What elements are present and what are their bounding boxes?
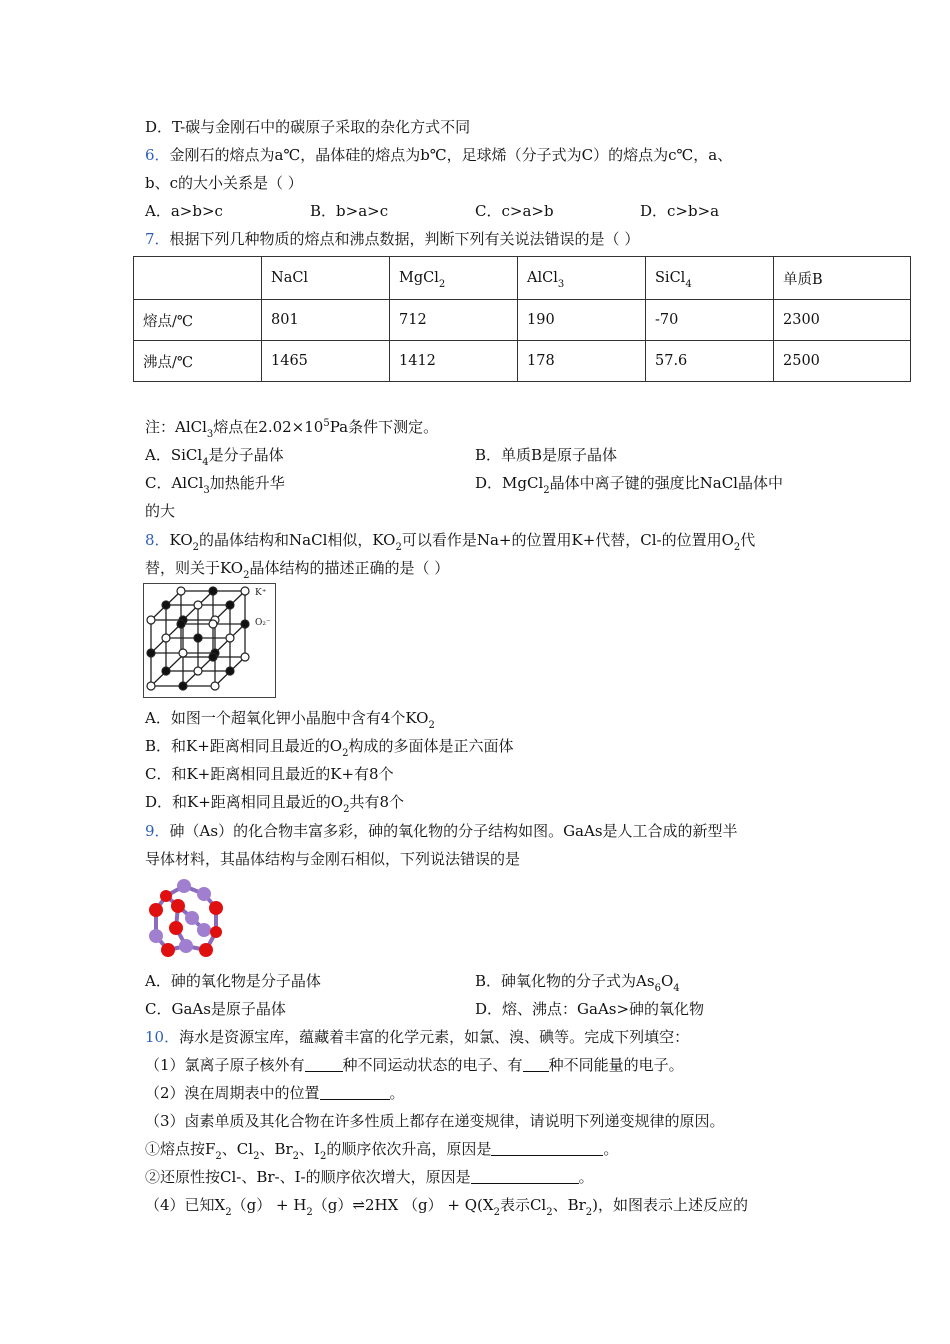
table-cell: 2500 (774, 341, 911, 382)
part-text: 、Cl (221, 1140, 254, 1158)
q9-option-b (475, 971, 680, 994)
table-cell: 1412 (390, 341, 518, 382)
q6-number: 6． (145, 146, 170, 164)
part-text: ①熔点按F (145, 1140, 216, 1158)
answer-blank[interactable] (471, 1169, 579, 1184)
opt-part: 是分子晶体 (208, 446, 284, 464)
part-text: （2）溴在周期表中的位置 (145, 1084, 320, 1102)
table-cell: -70 (646, 300, 774, 341)
stem-sub: 2 (192, 542, 200, 553)
part-text: 的顺序依次升高，原因是 (326, 1140, 492, 1158)
part-text: 、Br (259, 1140, 293, 1158)
header-sub: 4 (685, 279, 692, 290)
q10-part2 (145, 1083, 405, 1103)
table-cell: 沸点/℃ (134, 341, 262, 382)
q9-option-a: A．砷的氧化物是分子晶体 (145, 972, 321, 990)
opt-part: D．和K+距离相同且最近的O (145, 793, 344, 811)
opt-part: 晶体中离子键的强度比NaCl晶体中 (549, 474, 783, 492)
sub: 2 (585, 1207, 593, 1218)
sub: 2 (215, 1151, 222, 1162)
opt-sub: 6 (654, 983, 661, 994)
arsenic-oxide-molecule-figure (146, 878, 230, 962)
table-row (134, 300, 911, 341)
q9-number: 9． (145, 822, 170, 840)
table-header-cell (390, 257, 518, 300)
q6-stem-line2: b、c的大小关系是（ ） (145, 174, 303, 192)
answer-blank[interactable] (523, 1057, 549, 1072)
q5-option-d: D．T-碳与金刚石中的碳原子采取的杂化方式不同 (145, 118, 471, 136)
header-sub: 2 (438, 279, 446, 290)
opt-part: D．MgCl (475, 474, 544, 492)
sub: 2 (253, 1151, 260, 1162)
sub: 2 (493, 1207, 500, 1218)
table-cell: 178 (518, 341, 646, 382)
q7-option-d (475, 473, 783, 496)
answer-blank[interactable] (491, 1141, 603, 1156)
part-text: 表示Cl (499, 1196, 547, 1214)
q9-option-d: D．熔、沸点：GaAs>砷的氧化物 (475, 1000, 705, 1018)
part-text: )，如图表示上述反应的 (592, 1196, 749, 1214)
stem-sub: 2 (733, 542, 741, 553)
q8-number: 8． (145, 531, 170, 549)
q7-property-table (133, 256, 911, 382)
opt-sub: 4 (673, 983, 680, 994)
opt-part: B．砷氧化物的分子式为As (475, 972, 655, 990)
q7-stem (145, 229, 639, 249)
q8-stem-line2 (145, 558, 450, 581)
opt-part: 加热能升华 (209, 474, 285, 492)
q9-text1: 砷（As）的化合物丰富多彩，砷的氧化物的分子结构如图。GaAs是人工合成的新型半 (169, 822, 738, 840)
stem-part: 代 (740, 531, 756, 549)
opt-part: C．AlCl (145, 474, 204, 492)
note-sup: 5 (323, 418, 330, 429)
molecule-diagram (146, 878, 230, 962)
q9-stem-line1 (145, 821, 738, 841)
q10-part3-item1 (145, 1139, 619, 1162)
q7-note (145, 417, 439, 440)
q10-number: 10． (145, 1028, 180, 1046)
sub: 2 (546, 1207, 553, 1218)
note-part: Pa条件下测定。 (329, 418, 439, 436)
note-part: 注：AlCl (145, 418, 207, 436)
table-cell: 801 (262, 300, 390, 341)
table-cell: 190 (518, 300, 646, 341)
stem-part: 可以看作是Na+的位置用K+代替，Cl-的位置用O (401, 531, 734, 549)
legend-k-label: K⁺ (255, 588, 267, 598)
part-text: 种不同能量的电子。 (548, 1056, 684, 1074)
q8-option-b (145, 736, 514, 759)
part-text: 。 (603, 1140, 619, 1158)
sub: 2 (225, 1207, 232, 1218)
table-cell: 712 (390, 300, 518, 341)
opt-sub: 2 (428, 720, 435, 731)
opt-part: A．SiCl (145, 446, 203, 464)
sub: 2 (292, 1151, 300, 1162)
stem-part: 的晶体结构和NaCl相似，KO (199, 531, 396, 549)
q8-option-a (145, 708, 435, 731)
header-sub: 3 (557, 279, 565, 290)
ko2-crystal-figure (143, 583, 276, 698)
q10-part1 (145, 1055, 684, 1075)
opt-sub: 3 (203, 485, 210, 496)
q10-part4 (145, 1195, 749, 1218)
sub: 2 (319, 1151, 327, 1162)
q8-stem-line1 (145, 530, 756, 553)
table-header-cell: 单质B (774, 257, 911, 300)
table-cell: 57.6 (646, 341, 774, 382)
part-text: 、I (299, 1140, 320, 1158)
q7-option-a (145, 445, 284, 468)
q6-stem-line1 (145, 145, 732, 165)
part-text: 种不同运动状态的电子、有 (342, 1056, 523, 1074)
q7-option-d-continued: 的大 (145, 502, 176, 520)
part-text: ②还原性按Cl-、Br-、I-的顺序依次增大，原因是 (145, 1168, 471, 1186)
opt-sub: 2 (343, 804, 350, 815)
table-row (134, 341, 911, 382)
opt-sub: 4 (202, 457, 209, 468)
opt-part: 构成的多面体是正六面体 (348, 737, 514, 755)
part-text: （g） + H (231, 1196, 307, 1214)
table-header-cell (646, 257, 774, 300)
ko2-cell-diagram (143, 583, 276, 698)
table-cell: 1465 (262, 341, 390, 382)
q7-option-b: B．单质B是原子晶体 (475, 446, 618, 464)
q6-option-a: A．a>b>c (145, 202, 223, 220)
note-sub: 3 (206, 429, 214, 440)
table-header-cell (518, 257, 646, 300)
stem-part: 晶体结构的描述正确的是（ ） (249, 559, 450, 577)
header-sicl: SiCl (655, 270, 686, 286)
q8-option-c: C．和K+距离相同且最近的K+有8个 (145, 765, 394, 783)
q10-stem (145, 1027, 689, 1047)
opt-part: A．如图一个超氧化钾小晶胞中含有4个KO (145, 709, 429, 727)
q10-part3-item2 (145, 1167, 594, 1187)
q6-option-b: B．b>a>c (310, 202, 389, 220)
q6-text1: 金刚石的熔点为a℃，晶体硅的熔点为b℃，足球烯（分子式为C）的熔点为c℃，a、 (169, 146, 733, 164)
q10-part3: （3）卤素单质及其化合物在许多性质上都存在递变规律，请说明下列递变规律的原因。 (145, 1112, 725, 1130)
q8-option-d (145, 792, 405, 815)
q7-text: 根据下列几种物质的熔点和沸点数据，判断下列有关说法错误的是（ ） (169, 230, 640, 248)
part-text: （1）氯离子原子核外有 (145, 1056, 305, 1074)
header-mgcl: MgCl (399, 270, 439, 286)
q7-option-c (145, 473, 285, 496)
q7-number: 7． (145, 230, 170, 248)
table-header-row (134, 257, 911, 300)
q9-option-c: C．GaAs是原子晶体 (145, 1000, 286, 1018)
stem-sub: 2 (395, 542, 402, 553)
q6-option-d: D．c>b>a (640, 202, 720, 220)
stem-part: KO (169, 531, 193, 549)
opt-part: B．和K+距离相同且最近的O (145, 737, 343, 755)
part-text: 。 (578, 1168, 594, 1186)
table-header-cell: NaCl (262, 257, 390, 300)
part-text: （g）⇌2HX （g） + Q(X (312, 1196, 494, 1214)
q10-text: 海水是资源宝库，蕴藏着丰富的化学元素，如氯、溴、碘等。完成下列填空： (179, 1028, 690, 1046)
opt-part: O (660, 972, 674, 990)
q9-stem-line2: 导体材料，其晶体结构与金刚石相似，下列说法错误的是 (145, 850, 521, 868)
q6-option-c: C．c>a>b (475, 202, 554, 220)
stem-part: 替，则关于KO (145, 559, 244, 577)
answer-blank[interactable] (305, 1057, 343, 1072)
opt-sub: 2 (543, 485, 550, 496)
table-header-cell (134, 257, 262, 300)
header-alcl: AlCl (527, 270, 558, 286)
part-text: 。 (389, 1084, 405, 1102)
opt-sub: 2 (342, 748, 349, 759)
part-text: （4）已知X (145, 1196, 226, 1214)
legend-o2-label: O₂⁻ (255, 618, 271, 628)
opt-part: 共有8个 (349, 793, 405, 811)
answer-blank[interactable] (320, 1085, 390, 1100)
stem-sub: 2 (243, 570, 250, 581)
table-cell: 熔点/℃ (134, 300, 262, 341)
part-text: 、Br (552, 1196, 586, 1214)
table-cell: 2300 (774, 300, 911, 341)
sub: 2 (306, 1207, 313, 1218)
note-part: 熔点在2.02×10 (213, 418, 324, 436)
